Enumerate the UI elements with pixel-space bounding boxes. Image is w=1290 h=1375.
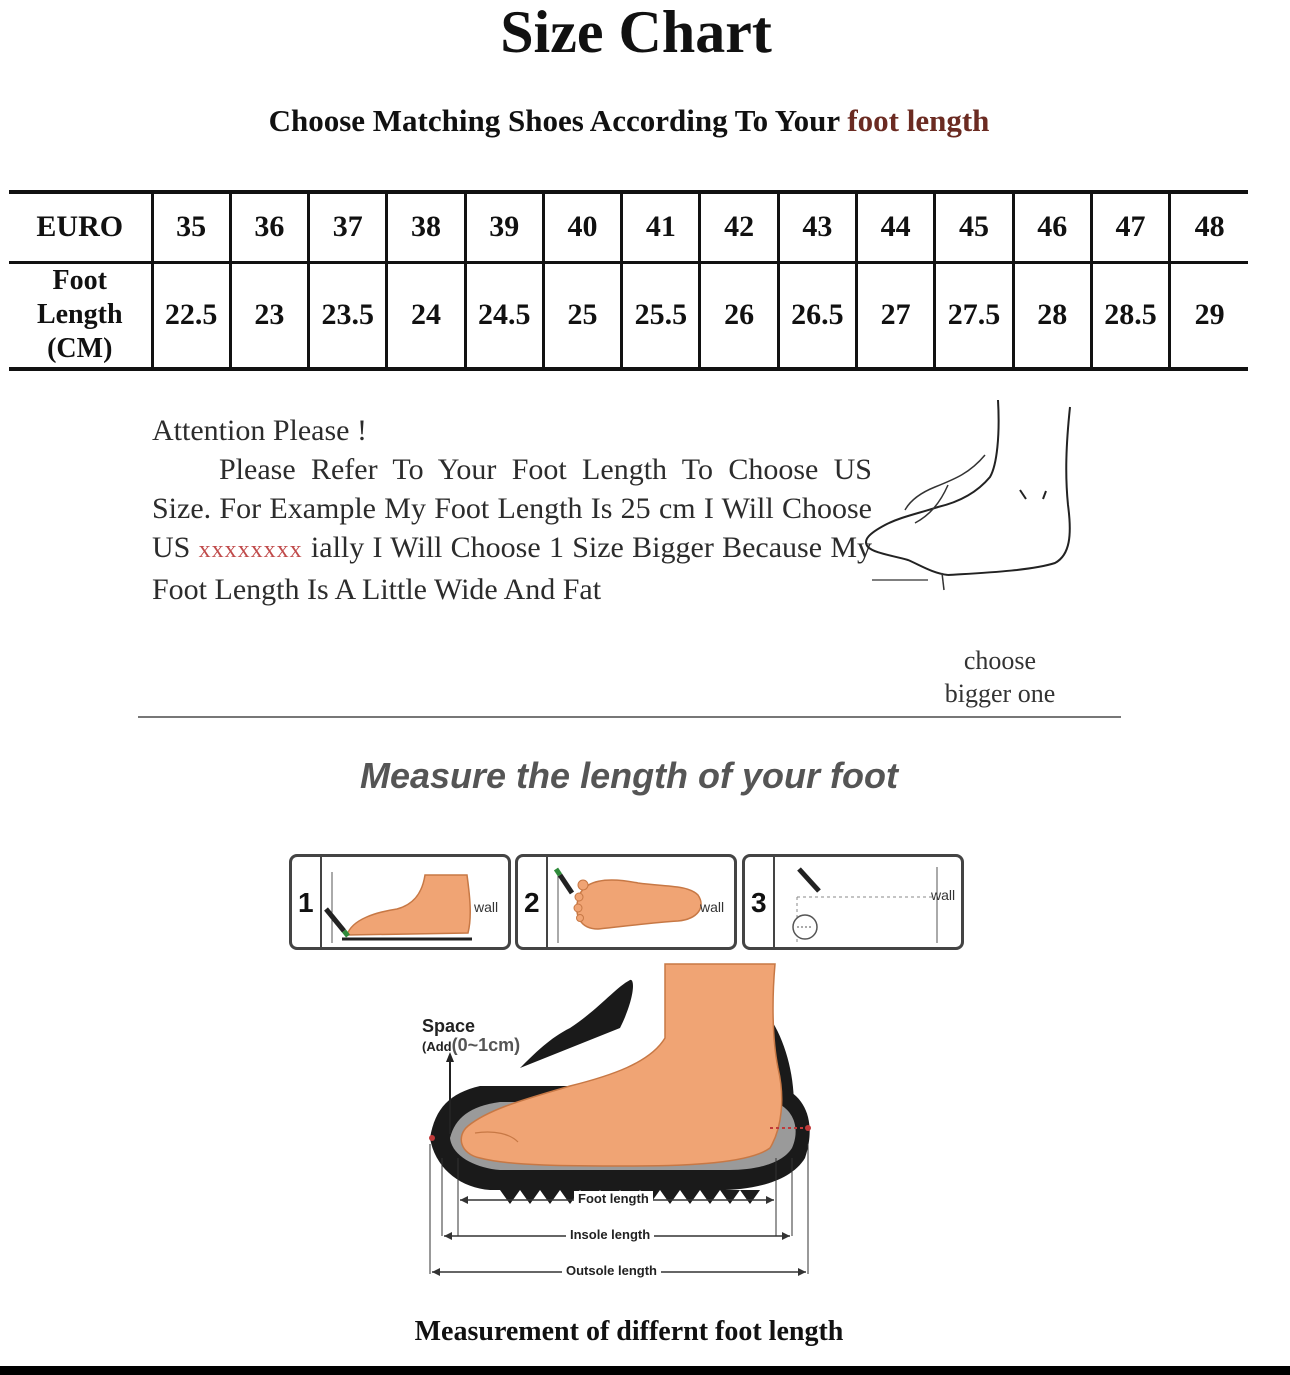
wall-label: wall	[700, 899, 725, 915]
space-add-label	[422, 1035, 520, 1056]
attention-struck-text: xxxxxxxx	[198, 537, 303, 563]
outsole-length-label: Outsole length	[562, 1263, 661, 1278]
euro-cell: 45	[935, 192, 1013, 262]
foot-length-header	[9, 262, 152, 369]
foot-length-cell: 25.5	[622, 262, 700, 369]
step-1-panel	[289, 854, 511, 950]
step-number: 3	[751, 887, 767, 918]
choose-bigger-note	[930, 644, 1070, 710]
attention-text-before: Please Refer To Your Foot Length To Choose US Size. For Example My Foot Length Is 25 cm I Will Choose US	[152, 453, 872, 564]
step-2-panel	[515, 854, 737, 950]
subtitle-prefix: Choose Matching Shoes According To Your	[268, 103, 848, 138]
euro-cell: 38	[387, 192, 465, 262]
choose-note-line: bigger one	[944, 679, 1056, 708]
foot-length-header-line: (CM)	[47, 333, 113, 365]
euro-cell: 37	[309, 192, 387, 262]
foot-length-cell: 27	[857, 262, 935, 369]
foot-length-cell: 27.5	[935, 262, 1013, 369]
euro-cell: 40	[543, 192, 621, 262]
euro-cell: 46	[1013, 192, 1091, 262]
subtitle	[0, 102, 1258, 140]
space-add-range: (0~1cm)	[451, 1035, 521, 1055]
insole-length-label: Insole length	[566, 1227, 654, 1242]
foot-length-header-line: Foot	[52, 265, 107, 297]
foot-length-cell: 22.5	[152, 262, 230, 369]
step-number: 1	[298, 887, 314, 918]
measure-title: Measure the length of your foot	[359, 755, 898, 796]
foot-length-row	[9, 262, 1248, 369]
foot-sketch-illustration	[860, 395, 1090, 595]
foot-length-cell: 26	[700, 262, 778, 369]
attention-text-after: ially I Will Choose 1 Size Bigger Because My Foot Length Is A Little Wide And Fat	[152, 531, 872, 606]
step-number: 2	[524, 887, 540, 918]
space-add-prefix: (Add	[422, 1039, 452, 1054]
euro-cell: 36	[230, 192, 308, 262]
euro-header: EURO	[9, 192, 152, 262]
euro-cell: 42	[700, 192, 778, 262]
page-title: Size Chart	[500, 0, 772, 65]
diagram-caption: Measurement of differnt foot length	[414, 1316, 844, 1347]
space-label: Space	[422, 1016, 476, 1036]
foot-length-cell: 29	[1170, 262, 1248, 369]
section-divider	[138, 716, 1121, 718]
foot-length-cell: 23	[230, 262, 308, 369]
attention-note	[152, 411, 872, 609]
step-3-panel	[742, 854, 964, 950]
foot-length-cell: 28	[1013, 262, 1091, 369]
attention-body	[152, 450, 872, 609]
wall-label: wall	[931, 887, 956, 903]
euro-row	[9, 192, 1248, 262]
foot-length-cell: 24.5	[465, 262, 543, 369]
euro-cell: 47	[1091, 192, 1169, 262]
foot-length-label: Foot length	[574, 1191, 653, 1206]
choose-note-line: choose	[963, 646, 1037, 675]
foot-length-cell: 26.5	[778, 262, 856, 369]
subtitle-accent: foot length	[847, 103, 990, 138]
euro-cell: 39	[465, 192, 543, 262]
bottom-bar	[0, 1366, 1290, 1375]
foot-length-cell: 28.5	[1091, 262, 1169, 369]
euro-cell: 35	[152, 192, 230, 262]
attention-heading: Attention Please !	[152, 414, 367, 447]
foot-length-cell: 25	[543, 262, 621, 369]
euro-cell: 44	[857, 192, 935, 262]
euro-cell: 48	[1170, 192, 1248, 262]
wall-label: wall	[474, 899, 499, 915]
euro-cell: 41	[622, 192, 700, 262]
euro-cell: 43	[778, 192, 856, 262]
foot-length-header-line: Length	[36, 299, 123, 331]
measure-tape-icon	[775, 857, 965, 949]
size-table	[9, 190, 1248, 371]
foot-length-cell: 24	[387, 262, 465, 369]
foot-length-cell: 23.5	[309, 262, 387, 369]
